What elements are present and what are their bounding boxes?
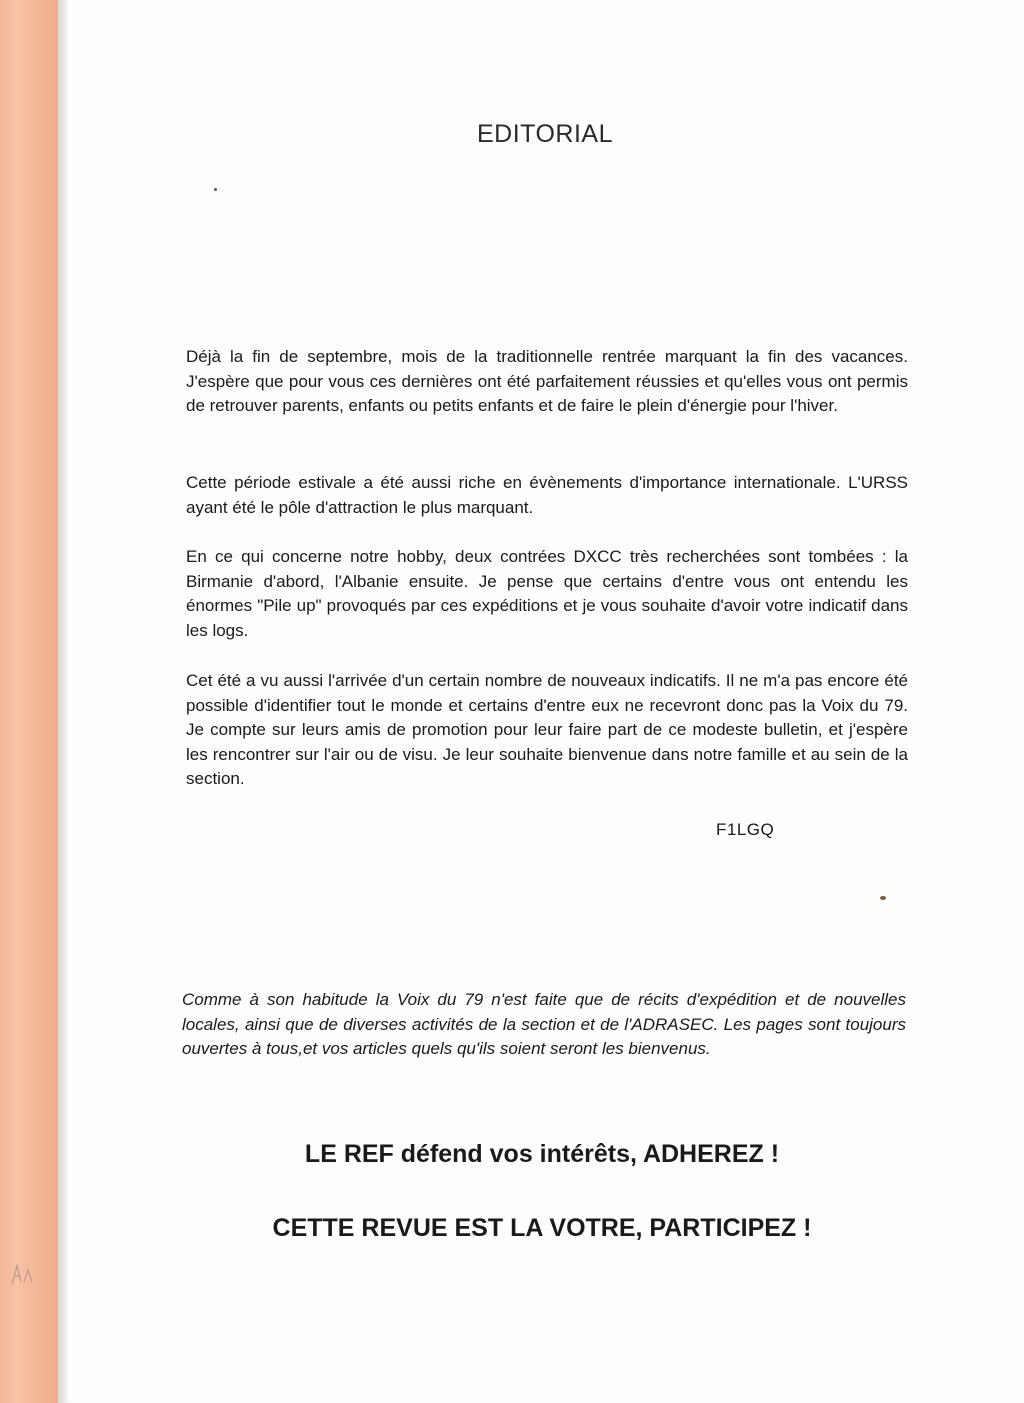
paper-speck [214,188,217,191]
editorial-paragraph: Cette période estivale a été aussi riche en évènements d'importance internationale. L'URSS ayant été le pôle d'attraction le plus marquant. [186,473,908,517]
editorial-paragraph: Cet été a vu aussi l'arrivée d'un certain nombre de nouveaux indicatifs. Il ne m'a pas encore été possible d'identifier tout le monde et certains d'entre eux ne recevront donc pas la Voix du 79. Je compte sur leurs amis de promotion pour leur faire part de ce modeste bulletin, et j'espère les rencontrer sur l'air ou de visu. Je leur souhaite bienvenue dans notre famille et au sein de la section. [186,671,908,788]
page-title: EDITORIAL [476,120,614,148]
slogan-adherez: LE REF défend vos intérêts, ADHEREZ ! [304,1140,780,1168]
paper-speck [880,896,886,900]
binding-strip [0,0,58,1403]
publication-note: Comme à son habitude la Voix du 79 n'est faite que de récits d'expédition et de nouvelles locales, ainsi que de diverses activités de la section et de l'ADRASEC. Les pages sont toujours ouvertes à tous,et vos articles quels qu'ils soient seront les bienvenus. [182,990,906,1058]
pencil-mark-icon [8,1258,38,1288]
editorial-paragraph: Déjà la fin de septembre, mois de la traditionnelle rentrée marquant la fin des vacances. J'espère que pour vous ces dernières ont été parfaitement réussies et qu'elles vous ont permis de retrouver parents, enfants ou petits enfants et de faire le plein d'énergie pour l'hiver. [186,347,908,415]
signature-callsign: F1LGQ [716,820,775,839]
slogan-participez: CETTE REVUE EST LA VOTRE, PARTICIPEZ ! [272,1214,812,1242]
editorial-paragraph: En ce qui concerne notre hobby, deux contrées DXCC très recherchées sont tombées : la Birmanie d'abord, l'Albanie ensuite. Je pense que certains d'entre vous ont entendu les énormes "Pile up" provoqués par ces expéditions et je vous souhaite d'avoir votre indicatif dans les logs. [186,547,908,640]
binding-shadow [58,0,70,1403]
